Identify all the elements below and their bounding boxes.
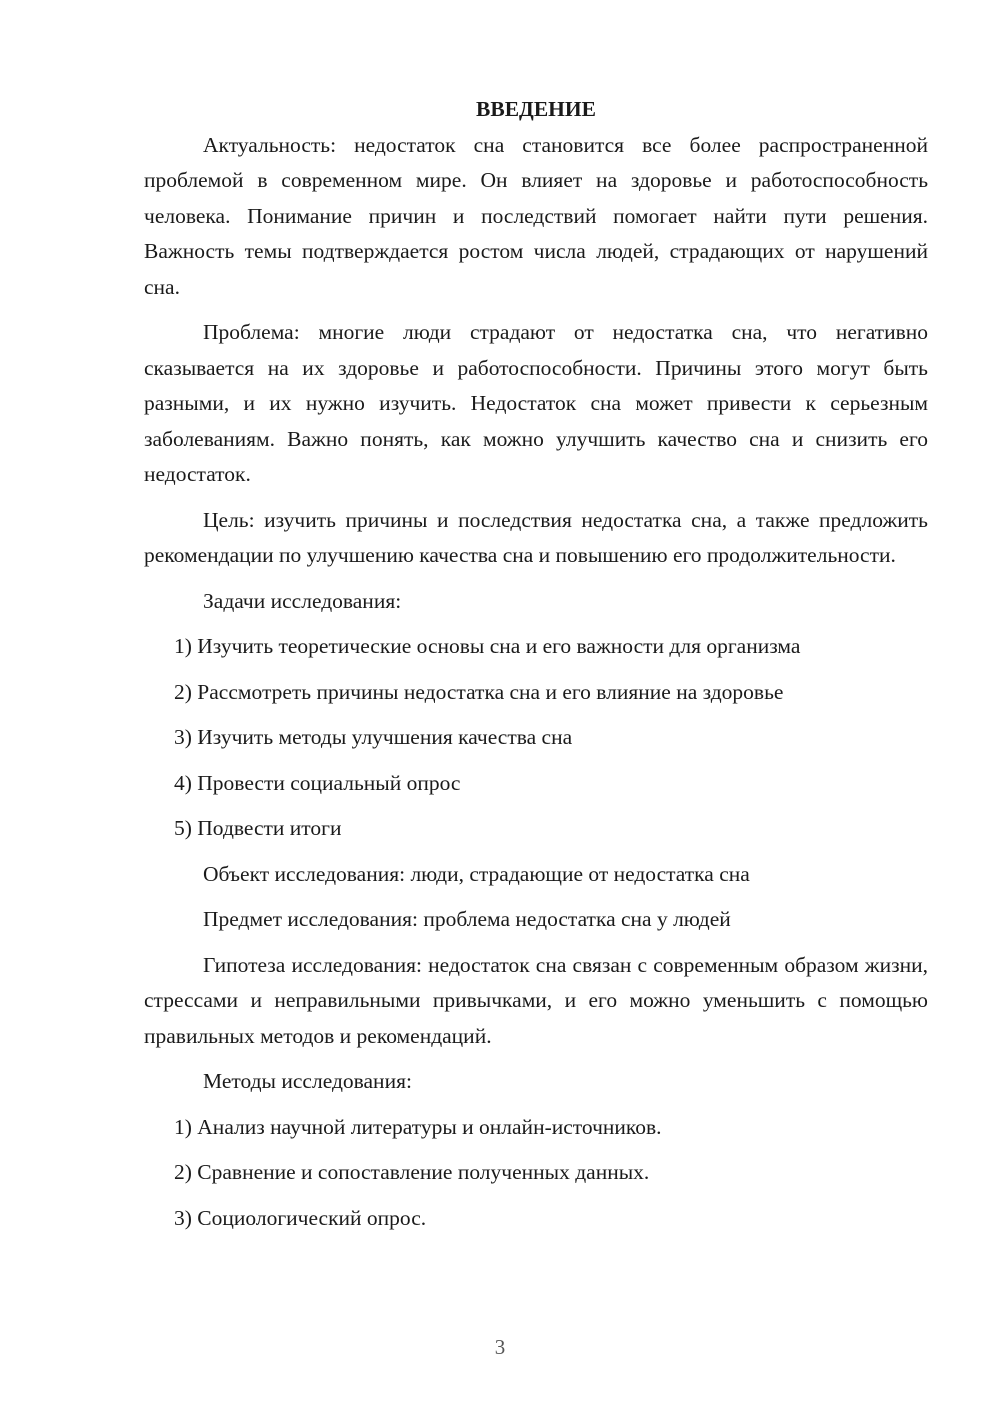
research-subject: Предмет исследования: проблема недостатка сна у людей [203,907,731,931]
task-item: 1) Изучить теоретические основы сна и его важности для организма [174,634,801,658]
section-title: ВВЕДЕНИЕ [476,97,596,121]
document-page [144,92,928,1246]
relevance-paragraph: Актуальность: недостаток сна становится все более распространенной проблемой в современном мире. Он влияет на здоровье и работоспособность человека. Понимание причин и последствий помогает найти пути решения. Важность темы подтверждается ростом числа людей, страдающих от нарушений сна. [144,132,928,299]
problem-paragraph: Проблема: многие люди страдают от недостатка сна, что негативно сказывается на их здоровье и работоспособности. Причины этого могут быть разными, и их нужно изучить. Недостаток сна может привести к серьезным заболеваниям. Важно понять, как можно улучшить качество сна и снизить его недостаток. [144,320,928,486]
page-number: 3 [494,1335,506,1359]
hypothesis-paragraph: Гипотеза исследования: недостаток сна связан с современным образом жизни, стрессами и неправильными привычками, и его можно уменьшить с помощью правильных методов и рекомендаций. [144,952,928,1048]
task-item: 5) Подвести итоги [174,816,342,840]
method-item: 2) Сравнение и сопоставление полученных данных. [174,1160,650,1184]
goal-paragraph: Цель: изучить причины и последствия недостатка сна, а также предложить рекомендации по улучшению качества сна и повышению его продолжительности. [144,507,928,567]
task-item: 4) Провести социальный опрос [174,770,461,795]
method-item: 1) Анализ научной литературы и онлайн-источников. [174,1114,662,1139]
task-item: 2) Рассмотреть причины недостатка сна и его влияние на здоровье [174,679,784,704]
methods-heading: Методы исследования: [203,1069,412,1093]
task-item: 3) Изучить методы улучшения качества сна [174,725,573,749]
method-item: 3) Социологический опрос. [174,1205,427,1230]
research-object: Объект исследования: люди, страдающие от недостатка сна [203,861,750,886]
tasks-heading: Задачи исследования: [203,588,402,613]
